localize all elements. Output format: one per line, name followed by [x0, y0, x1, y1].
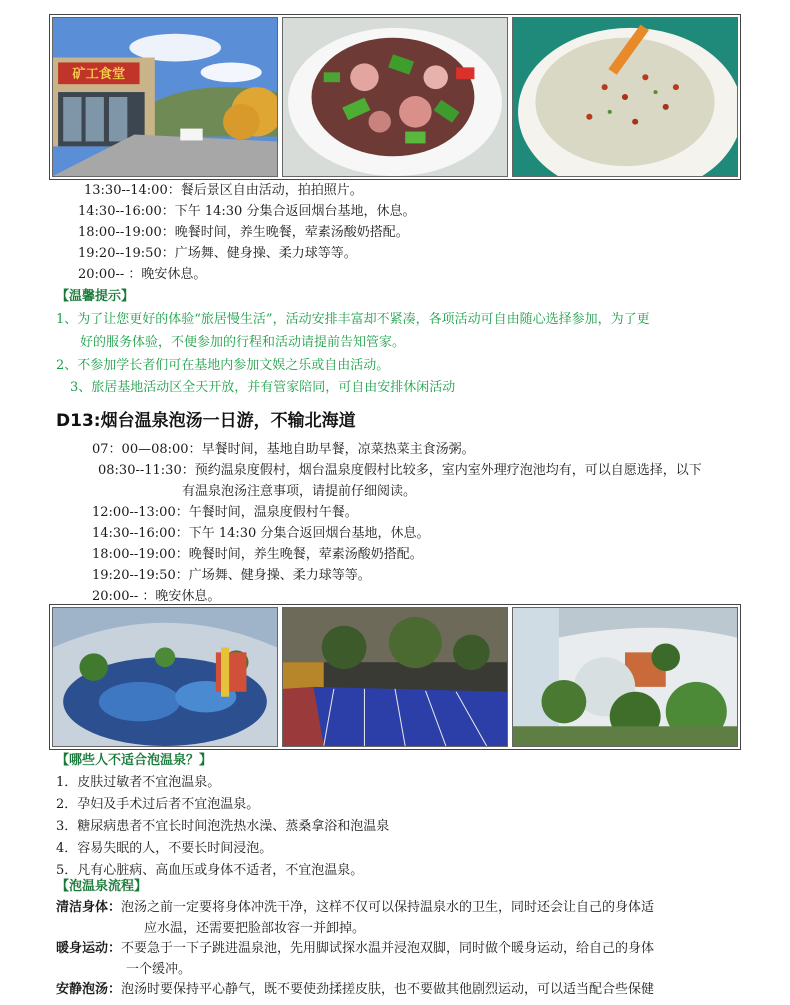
- schedule1-row-0: [84, 181, 363, 200]
- schedule-text: 晚安休息。: [141, 267, 207, 282]
- day13-title: D13:烟台温泉泡汤一日游，不输北海道: [56, 411, 356, 431]
- day13-row-4: [92, 524, 429, 543]
- day13-row-0: [92, 440, 475, 459]
- day13-row-3: [92, 503, 358, 522]
- process-item-warmup: [56, 939, 654, 958]
- schedule-time: 18:00--19:00：: [78, 225, 175, 240]
- schedule-time: 12:00--13:00：: [92, 505, 189, 520]
- photo-porridge-bowl: [512, 17, 738, 177]
- schedule-time: 08:30--11:30：: [98, 463, 195, 478]
- schedule1-row-1: [78, 202, 415, 221]
- schedule-text: 晚安休息。: [155, 589, 221, 604]
- tips-item-2: 3、旅居基地活动区全天开放，并有管家陪同，可自由安排休闲活动: [70, 380, 456, 395]
- day13-row-1-cont: [182, 482, 416, 501]
- process-item-clean: [56, 898, 654, 917]
- unsuitable-item-2: 3．糖尿病患者不宜长时间泡洗热水澡、蒸桑拿浴和泡温泉: [56, 819, 390, 834]
- schedule-time: 20:00-- ：: [92, 589, 156, 604]
- tips-title: 【温馨提示】: [56, 289, 135, 304]
- schedule-text: 晚餐时间，养生晚餐，荤素汤酸奶搭配。: [188, 547, 423, 562]
- unsuitable-title: 【哪些人不适合泡温泉？】: [56, 753, 213, 768]
- tips-item-0: 1、为了让您更好的体验“旅居慢生活”，活动安排丰富却不紧凑，各项活动可自由随心选择参加，为了更: [56, 312, 650, 327]
- day13-row-5: [92, 545, 423, 564]
- photo-indoor-pool-aerial: [52, 607, 278, 747]
- schedule1-row-2: [78, 223, 409, 242]
- photo-swimming-pool: [282, 607, 508, 747]
- process-item-clean-cont: 应水温，还需要把脸部妆容一并卸掉。: [144, 921, 366, 936]
- schedule-time: 19:20--19:50：: [78, 246, 175, 261]
- schedule1-row-4: [78, 265, 206, 284]
- photo-restaurant: [52, 17, 278, 177]
- unsuitable-item-4: 5．凡有心脏病、高血压或身体不适者，不宜泡温泉。: [56, 863, 364, 878]
- restaurant-sign: 矿工食堂: [72, 67, 126, 83]
- day13-row-6: [92, 566, 371, 585]
- process-item-quiet: [56, 980, 654, 999]
- tips-item-0-cont: 好的服务体验，不便参加的行程和活动请提前告知管家。: [80, 335, 406, 350]
- unsuitable-item-3: 4．容易失眠的人，不要长时间浸泡。: [56, 841, 273, 856]
- schedule-time: 19:20--19:50：: [92, 568, 189, 583]
- schedule-text: 预约温泉度假村，烟台温泉度假村比较多，室内室外理疗泡池均有，可以自愿选择，以下: [194, 463, 702, 478]
- schedule-time: 07：00—08:00：: [92, 442, 202, 457]
- unsuitable-item-0: 1．皮肤过敏者不宜泡温泉。: [56, 775, 221, 790]
- schedule1-row-3: [78, 244, 357, 263]
- schedule-text: 广场舞、健身操、柔力球等等。: [188, 568, 371, 583]
- schedule-time: 18:00--19:00：: [92, 547, 189, 562]
- process-title: 【泡温泉流程】: [56, 879, 148, 894]
- process-label: 暖身运动：: [56, 941, 122, 956]
- photo-indoor-garden-spa: [512, 607, 738, 747]
- process-text: 泡汤时要保持平心静气，既不要使劲揉搓皮肤，也不要做其他剧烈运动，可以适当配合些保健: [121, 982, 655, 997]
- schedule-text: 广场舞、健身操、柔力球等等。: [174, 246, 357, 261]
- schedule-time: 14:30--16:00：: [78, 204, 175, 219]
- schedule-text: 有温泉泡汤注意事项，请提前仔细阅读。: [182, 484, 417, 499]
- process-label: 安静泡汤：: [56, 982, 122, 997]
- schedule-text: 下午 14:30 分集合返回烟台基地，休息。: [188, 526, 430, 541]
- tips-item-1: 2、不参加学长者们可在基地内参加文娱之乐或自由活动。: [56, 358, 390, 373]
- process-label: 清洁身体：: [56, 900, 122, 915]
- schedule-time: 14:30--16:00：: [92, 526, 189, 541]
- hot-spring-photo-row: [49, 604, 741, 750]
- schedule-text: 午餐时间，温泉度假村午餐。: [188, 505, 358, 520]
- schedule-text: 下午 14:30 分集合返回烟台基地，休息。: [174, 204, 416, 219]
- day13-row-1: [98, 461, 702, 480]
- top-photo-row: [49, 14, 741, 180]
- schedule-text: 早餐时间，基地自助早餐，凉菜热菜主食汤粥。: [201, 442, 475, 457]
- unsuitable-item-1: 2．孕妇及手术过后者不宜泡温泉。: [56, 797, 260, 812]
- photo-squid-dish: [282, 17, 508, 177]
- schedule-time: 13:30--14:00：: [84, 183, 181, 198]
- process-item-warmup-cont: 一个缓冲。: [126, 962, 192, 977]
- schedule-time: 20:00-- ：: [78, 267, 142, 282]
- schedule-text: 餐后景区自由活动，拍拍照片。: [180, 183, 363, 198]
- process-text: 不要急于一下子跳进温泉池，先用脚试探水温并浸泡双脚，同时做个暖身运动，给自己的身体: [121, 941, 655, 956]
- process-text: 泡汤之前一定要将身体冲洗干净，这样不仅可以保持温泉水的卫生，同时还会让自己的身体适: [121, 900, 655, 915]
- schedule-text: 晚餐时间，养生晚餐，荤素汤酸奶搭配。: [174, 225, 409, 240]
